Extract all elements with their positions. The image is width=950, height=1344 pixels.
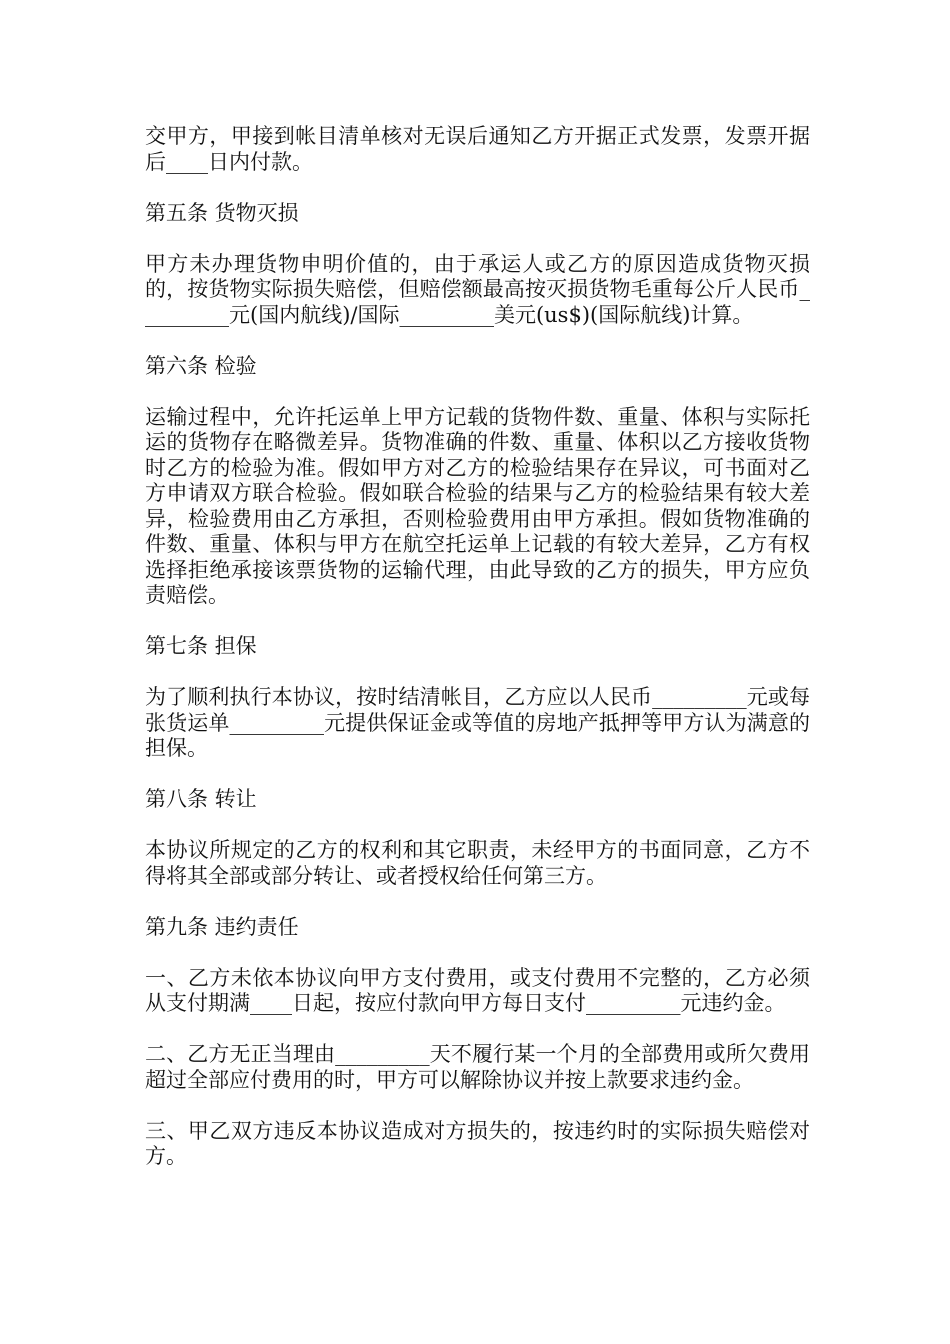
- heading-article-6: 第六条 检验: [145, 353, 257, 378]
- heading-article-9: 第九条 违约责任: [145, 914, 299, 939]
- paragraph-article-6: 运输过程中，允许托运单上甲方记载的货物件数、重量、体积与实际托运的货物存在略微差异。货物准确的件数、重量、体积以乙方接收货物时乙方的检验为准。假如甲方对乙方的检验结果存在异议，可书面对乙方申请双方联合检验。假如联合检验的结果与乙方的检验结果有较大差异，检验费用由乙方承担，否则检验费用由甲方承担。假如货物准确的件数、重量、体积与甲方在航空托运单上记载的有较大差异，乙方有权选择拒绝承接该票货物的运输代理，由此导致的乙方的损失，甲方应负责赔偿。: [145, 404, 810, 607]
- heading-article-8: 第八条 转让: [145, 787, 257, 811]
- heading-article-7: 第七条 担保: [145, 634, 257, 658]
- paragraph-article-5: 甲方未办理货物申明价值的，由于承运人或乙方的原因造成货物灭损的，按货物实际损失赔偿，但赔偿额最高按灭损货物毛重每公斤人民币_________元(国内航线)/国际_________美元(us$)(国际航线)计算。: [145, 251, 810, 327]
- paragraph-article-9-clause-2: 二、乙方无正当理由_________天不履行某一个月的全部费用或所欠费用超过全部应付费用的时，甲方可以解除协议并按上款要求违约金。: [145, 1042, 810, 1092]
- paragraph-article-9-clause-1: 一、乙方未依本协议向甲方支付费用，或支付费用不完整的，乙方必须从支付期满____日起，按应付款向甲方每日支付_________元违约金。: [145, 965, 810, 1015]
- heading-article-5: 第五条 货物灭损: [145, 200, 299, 225]
- paragraph-payment-terms: 交甲方，甲接到帐目清单核对无误后通知乙方开据正式发票，发票开据后____日内付款。: [145, 124, 810, 174]
- document-body: [145, 124, 810, 1195]
- paragraph-article-7: 为了顺利执行本协议，按时结清帐目，乙方应以人民币_________元或每张货运单_________元提供保证金或等值的房地产抵押等甲方认为满意的担保。: [145, 685, 810, 760]
- paragraph-article-8: 本协议所规定的乙方的权利和其它职责，未经甲方的书面同意，乙方不得将其全部或部分转让、或者授权给任何第三方。: [145, 838, 810, 888]
- paragraph-article-9-clause-3: 三、甲乙双方违反本协议造成对方损失的，按违约时的实际损失赔偿对方。: [145, 1118, 810, 1168]
